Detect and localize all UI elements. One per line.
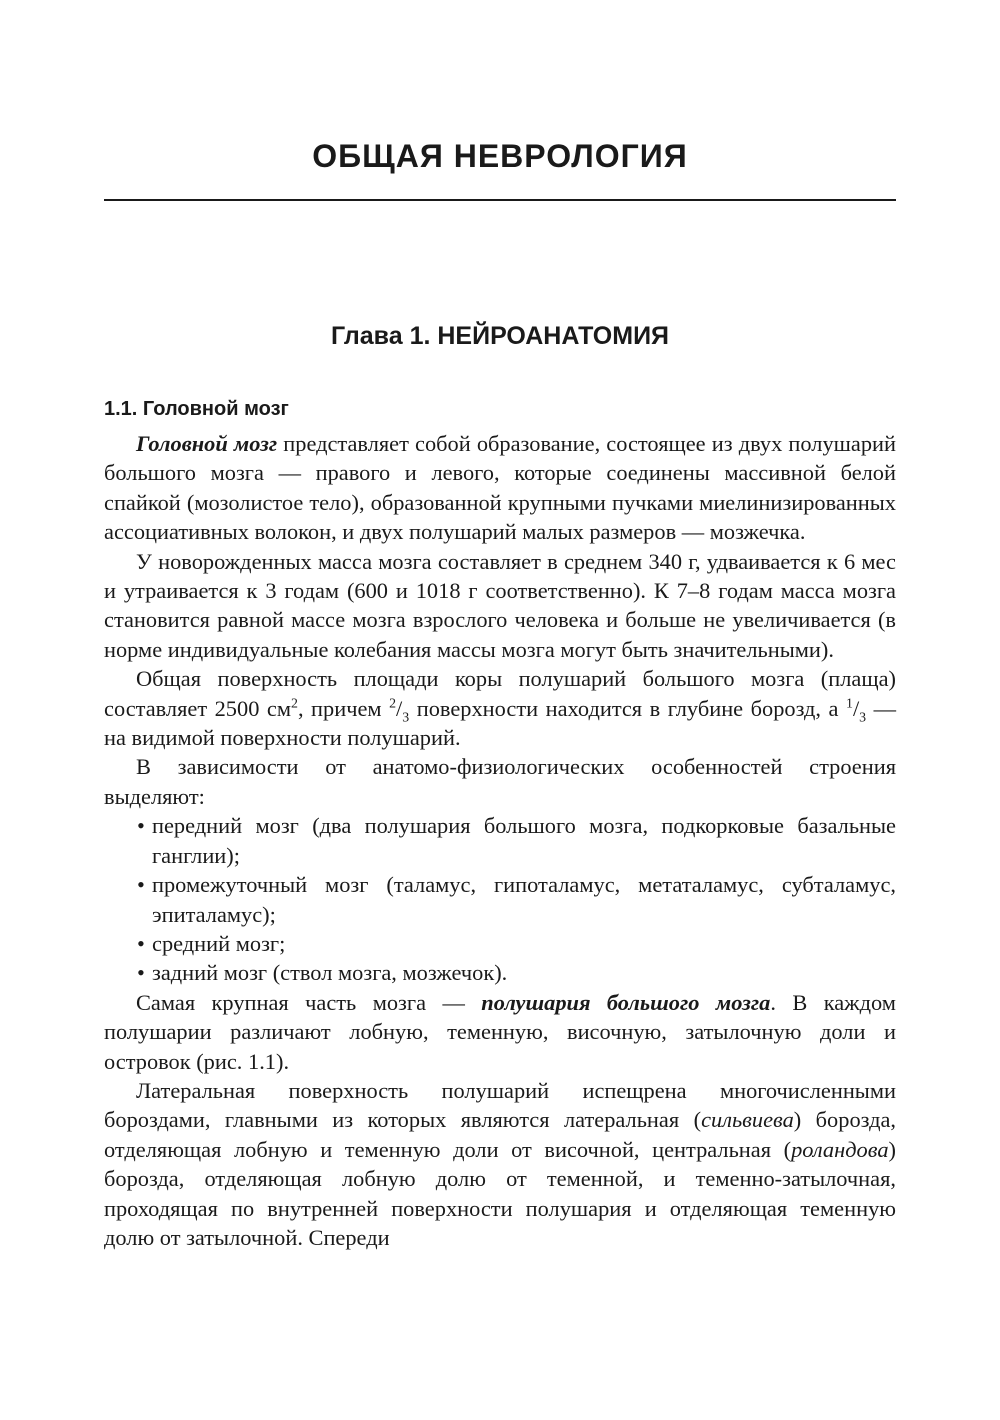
paragraph-6 xyxy=(104,1076,896,1252)
unit-exponent: 2 xyxy=(291,696,298,712)
list-item xyxy=(104,870,896,929)
paragraph-5-part-b: . В каждом полушарии различают лобную, теменную, височную, затылочную доли и островок (рис. 1.1). xyxy=(104,989,896,1074)
paragraph-6-part-b: ) борозда, отделяющая лобную и теменную доли от височной, центральная ( xyxy=(104,1107,897,1162)
term-sylvian: сильвиева xyxy=(701,1107,794,1133)
title-rule xyxy=(104,199,896,201)
part-title: ОБЩАЯ НЕВРОЛОГИЯ xyxy=(312,138,688,174)
bullet-icon: • xyxy=(137,872,145,898)
term-rolandic: роландова xyxy=(791,1136,889,1162)
paragraph-2: У новорожденных масса мозга составляет в среднем 340 г, удваивается к 6 мес и утраивается к 3 годам (600 и 1018 г соответственно). К 7–8 годам масса мозга становится равной массе мозга взрослого человека и больше не увеличивается (в норме индивидуальные колебания массы мозга могут быть значительными). xyxy=(104,548,896,662)
paragraph-6-part-a: Латеральная поверхность полушарий испещрена многочисленными бороздами, главными из которых являются латеральная ( xyxy=(104,1077,896,1133)
paragraph-3-part-c: поверхности находится в глубине борозд, а xyxy=(409,695,846,721)
paragraph-1 xyxy=(104,429,896,547)
list-item xyxy=(104,811,896,870)
term-brain: Головной мозг xyxy=(136,431,278,456)
fraction-slash: / xyxy=(396,695,403,721)
list-item-text: задний мозг (ствол мозга, мозжечок). xyxy=(152,960,508,986)
paragraph-4: В зависимости от анатомо-физиологических особенностей строения выделяют: xyxy=(104,754,896,809)
fraction-two-thirds xyxy=(389,695,410,726)
paragraph-3 xyxy=(104,664,896,752)
paragraph-5 xyxy=(104,988,896,1076)
bullet-icon: • xyxy=(137,930,145,956)
fraction-numerator: 2 xyxy=(389,696,397,712)
fraction-numerator: 1 xyxy=(846,696,853,712)
paragraph-3-part-b: , причем xyxy=(297,695,390,721)
bullet-icon: • xyxy=(137,813,145,839)
paragraph-5-part-a: Самая крупная часть мозга — xyxy=(136,989,482,1015)
paragraph-6-part-c: ) борозда, отделяющая лобную долю от теменной, и теменно-затылочная, проходящая по внутренней поверхности полушария и отделяющая теменную долю от затылочной. Спереди xyxy=(104,1136,896,1250)
fraction-slash: / xyxy=(852,695,860,721)
term-hemispheres: полушария большого мозга xyxy=(481,989,771,1015)
list-item-text: промежуточный мозг (таламус, гипоталамус, метаталамус, субталамус, эпиталамус); xyxy=(152,872,896,927)
paragraph-1-text: представляет собой образование, состоящее из двух полушарий большого мозга — правого и левого, которые соединены массивной белой спайкой (мозолистое тело), образованной крупными пучками миелинизированных ассоциативных волокон, и двух полушарий малых размеров — мозжечка. xyxy=(104,431,896,545)
body-text xyxy=(104,429,896,1252)
list-item-text: средний мозг; xyxy=(152,930,286,956)
bullet-icon: • xyxy=(137,960,145,986)
paragraph-3-part-d: — на видимой поверхности полушарий. xyxy=(104,695,897,751)
list-item-text: передний мозг (два полушария большого мозга, подкорковые базальные ганглии); xyxy=(152,813,896,868)
list-item xyxy=(104,929,896,958)
fraction-one-third xyxy=(846,695,867,726)
chapter-title: Глава 1. НЕЙРОАНАТОМИЯ xyxy=(330,322,670,350)
section-title: 1.1. Головной мозг xyxy=(104,398,289,420)
fraction-denominator: 3 xyxy=(859,710,867,726)
fraction-denominator: 3 xyxy=(402,710,410,726)
paragraph-3-part-a: Общая поверхность площади коры полушарий большого мозга (плаща) составляет 2500 см xyxy=(104,666,896,721)
list-item xyxy=(104,958,896,987)
brain-divisions-list xyxy=(104,811,896,987)
